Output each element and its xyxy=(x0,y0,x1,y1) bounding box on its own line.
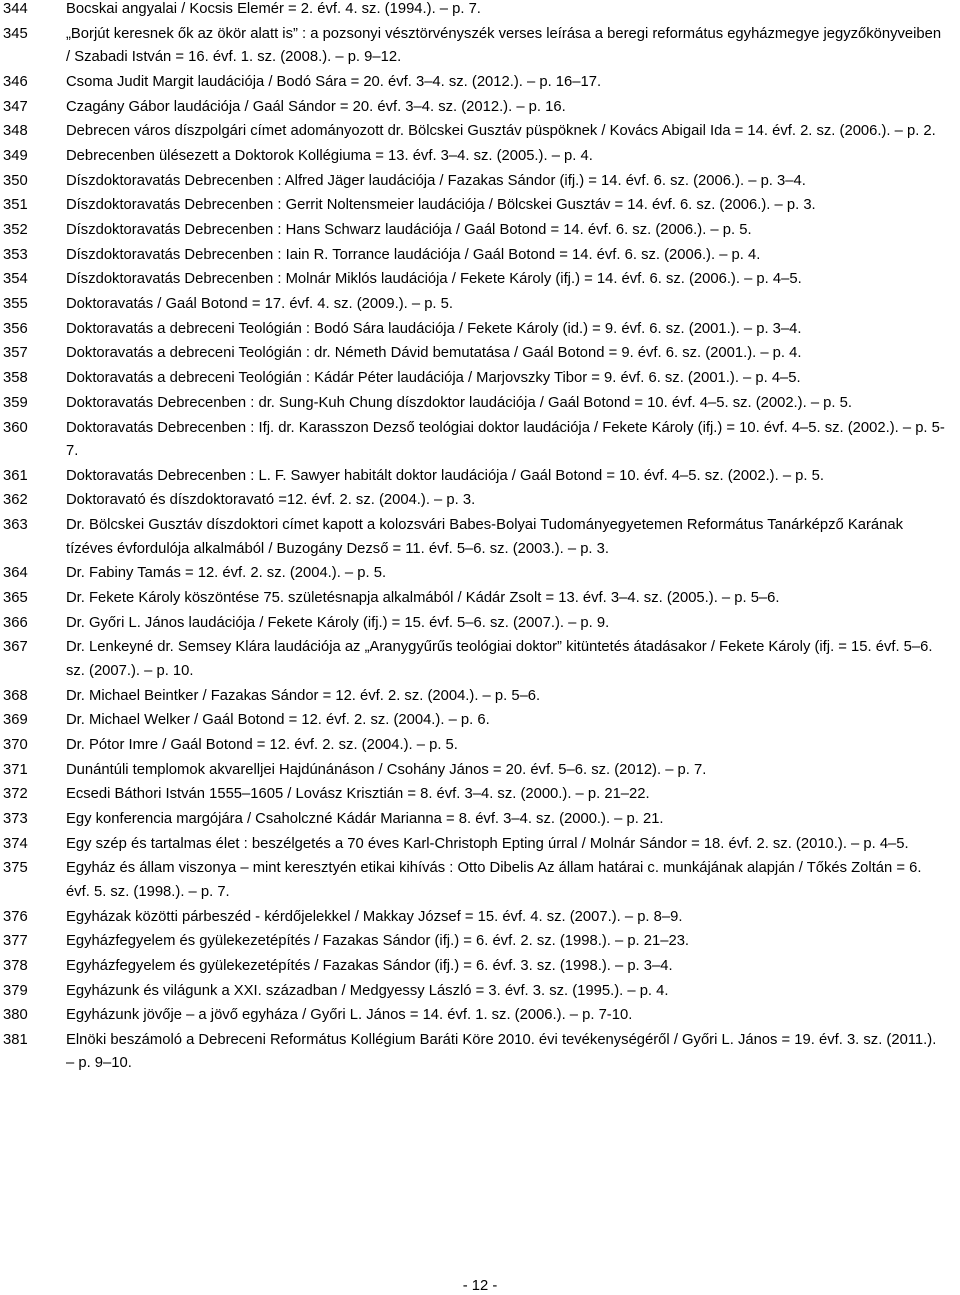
entry-number: 358 xyxy=(3,370,28,387)
entry-text: Egyház és állam viszonya – mint keresztyén etikai kihívás : Otto Dibelis Az állam határai c. munkájának alapján / Tőkés Zoltán = 6. évf. 5. sz. (1998.). – p. 7. xyxy=(66,860,922,900)
bibliography-entry xyxy=(0,489,960,513)
entry-text: Egyházfegyelem és gyülekezetépítés / Fazakas Sándor (ifj.) = 6. évf. 2. sz. (1998.). – p. 21–23. xyxy=(66,933,690,950)
bibliography-entry xyxy=(0,906,960,930)
page-number: - 12 - xyxy=(462,1278,498,1294)
bibliography-entry xyxy=(0,833,960,857)
entry-number: 370 xyxy=(3,736,28,753)
entry-number: 373 xyxy=(3,810,28,827)
entry-number: 355 xyxy=(3,296,28,313)
bibliography-entry xyxy=(0,465,960,489)
entry-number: 378 xyxy=(3,957,28,974)
entry-text: Doktoravató és díszdoktoravató =12. évf. 2. sz. (2004.). – p. 3. xyxy=(66,492,476,509)
entry-number: 357 xyxy=(3,345,28,362)
entry-text: „Borjút keresnek ők az ökör alatt is” : a pozsonyi vésztörvényszék verses leírása a beregi református egyházmegye jegyzőkönyveiben / Szabadi István = 16. évf. 1. sz. (2008.). – p. 9–12. xyxy=(66,25,942,66)
bibliography-entry xyxy=(0,1004,960,1028)
entry-text: Dr. Bölcskei Gusztáv díszdoktori címet kapott a kolozsvári Babes-Bolyai Tudományegyetemen Református Tanárképző Karának tízéves évfordulója alkalmából / Buzogány Dezső = 11. évf. 5–6. sz. (2003.). – p. 3. xyxy=(66,517,903,557)
bibliography-entry xyxy=(0,318,960,342)
entry-number: 379 xyxy=(3,982,28,999)
entry-number: 369 xyxy=(3,712,28,729)
bibliography-entry xyxy=(0,367,960,391)
entry-text: Dr. Fekete Károly köszöntése 75. születésnapja alkalmából / Kádár Zsolt = 13. évf. 3–4. sz. (2005.). – p. 5–6. xyxy=(66,589,780,606)
bibliography-entry xyxy=(0,808,960,832)
entry-number: 354 xyxy=(3,271,28,288)
entry-text: Debrecenben ülésezett a Doktorok Kollégiuma = 13. évf. 3–4. sz. (2005.). – p. 4. xyxy=(66,147,593,164)
entry-number: 350 xyxy=(3,172,28,189)
entry-text: Elnöki beszámoló a Debreceni Református Kollégium Baráti Köre 2010. évi tevékenységéről / Győri L. János = 19. évf. 3. sz. (2011.). – p. 9–10. xyxy=(66,1031,937,1072)
bibliography-entry xyxy=(0,980,960,1004)
entry-number: 353 xyxy=(3,246,28,263)
bibliography-entry xyxy=(0,170,960,194)
bibliography-entry xyxy=(0,930,960,954)
entry-text: Dr. Győri L. János laudációja / Fekete Károly (ifj.) = 15. évf. 5–6. sz. (2007.). – p. 9. xyxy=(66,614,610,631)
entry-text: Doktoravatás a debreceni Teológián : Bodó Sára laudációja / Fekete Károly (id.) = 9. évf. 6. sz. (2001.). – p. 3–4. xyxy=(66,320,802,337)
bibliography-entry xyxy=(0,23,960,70)
entry-number: 375 xyxy=(3,860,28,877)
bibliography-entry xyxy=(0,783,960,807)
entry-text: Egyházunk és világunk a XXI. században / Medgyessy László = 3. évf. 3. sz. (1995.). – p. 4. xyxy=(66,982,669,999)
entry-text: Dr. Michael Welker / Gaál Botond = 12. évf. 2. sz. (2004.). – p. 6. xyxy=(66,712,490,729)
bibliography-entry xyxy=(0,244,960,268)
entry-text: Egyházunk jövője – a jövő egyháza / Győri L. János = 14. évf. 1. sz. (2006.). – p. 7-10. xyxy=(66,1007,633,1024)
bibliography-entry xyxy=(0,268,960,292)
entry-number: 352 xyxy=(3,222,28,238)
entry-text: Dunántúli templomok akvarelljei Hajdúnánáson / Csohány János = 20. évf. 5–6. sz. (2012). – p. 7. xyxy=(66,761,707,778)
entry-text: Csoma Judit Margit laudációja / Bodó Sára = 20. évf. 3–4. sz. (2012.). – p. 16–17. xyxy=(66,73,602,90)
entry-text: Bocskai angyalai / Kocsis Elemér = 2. évf. 4. sz. (1994.). – p. 7. xyxy=(66,1,481,17)
entry-text: Dr. Fabiny Tamás = 12. évf. 2. sz. (2004.). – p. 5. xyxy=(66,565,387,582)
entry-text: Doktoravatás / Gaál Botond = 17. évf. 4. sz. (2009.). – p. 5. xyxy=(66,296,453,313)
entry-number: 348 xyxy=(3,123,28,140)
bibliography-entry xyxy=(0,392,960,416)
bibliography-entry xyxy=(0,342,960,366)
entry-text: Dr. Michael Beintker / Fazakas Sándor = 12. évf. 2. sz. (2004.). – p. 5–6. xyxy=(66,687,541,704)
entry-text: Doktoravatás a debreceni Teológián : dr. Németh Dávid bemutatása / Gaál Botond = 9. évf. 6. sz. (2001.). – p. 4. xyxy=(66,345,802,362)
entry-text: Dr. Lenkeyné dr. Semsey Klára laudációja az „Aranygyűrűs teológiai doktor” kitüntetés átadásakor / Fekete Károly (ifj. = 15. évf. 5–6. sz. (2007.). – p. 10. xyxy=(66,639,933,679)
bibliography-entry xyxy=(0,955,960,979)
entry-text: Díszdoktoravatás Debrecenben : Gerrit Noltensmeier laudációja / Bölcskei Gusztáv = 14. évf. 6. sz. (2006.). – p. 3. xyxy=(66,197,816,214)
entry-number: 381 xyxy=(3,1031,28,1048)
entry-number: 363 xyxy=(3,517,28,534)
entry-number: 344 xyxy=(3,1,28,17)
bibliography-entry xyxy=(0,514,960,561)
entry-text: Egy szép és tartalmas élet : beszélgetés a 70 éves Karl-Christoph Epting úrral / Molnár Sándor = 18. évf. 2. sz. (2010.). – p. 4–5. xyxy=(66,835,909,852)
bibliography-entry xyxy=(0,562,960,586)
entry-number: 366 xyxy=(3,614,28,631)
entry-text: Egyházfegyelem és gyülekezetépítés / Fazakas Sándor (ifj.) = 6. évf. 3. sz. (1998.). – p. 3–4. xyxy=(66,957,673,974)
entry-number: 367 xyxy=(3,639,28,656)
bibliography-entry xyxy=(0,685,960,709)
bibliography-entry xyxy=(0,759,960,783)
entry-number: 359 xyxy=(3,394,28,411)
entry-text: Debrecen város díszpolgári címet adományozott dr. Bölcskei Gusztáv püspöknek / Kovács Abigail Ida = 14. évf. 2. sz. (2006.). – p. 2. xyxy=(66,123,936,140)
entry-text: Doktoravatás Debrecenben : L. F. Sawyer habitált doktor laudációja / Gaál Botond = 10. évf. 4–5. sz. (2002.). – p. 5. xyxy=(66,467,824,484)
bibliography-entry xyxy=(0,636,960,683)
bibliography-entry xyxy=(0,145,960,169)
bibliography-entry xyxy=(0,96,960,120)
bibliography-entry xyxy=(0,709,960,733)
bibliography-entry xyxy=(0,612,960,636)
entry-text: Ecsedi Báthori István 1555–1605 / Lovász Krisztián = 8. évf. 3–4. sz. (2000.). – p. 21–22. xyxy=(66,786,650,803)
entry-number: 361 xyxy=(3,467,28,484)
bibliography-entry xyxy=(0,1029,960,1076)
entry-text: Doktoravatás a debreceni Teológián : Kádár Péter laudációja / Marjovszky Tibor = 9. évf. 6. sz. (2001.). – p. 4–5. xyxy=(66,370,801,387)
entry-number: 374 xyxy=(3,835,28,852)
entry-text: Egy konferencia margójára / Csaholczné Kádár Marianna = 8. évf. 3–4. sz. (2000.). – p. 21. xyxy=(66,810,664,827)
bibliography-entry xyxy=(0,417,960,464)
entry-number: 364 xyxy=(3,565,28,582)
entry-number: 347 xyxy=(3,98,28,115)
bibliography-entry xyxy=(0,293,960,317)
entry-number: 377 xyxy=(3,933,28,950)
bibliography-entry xyxy=(0,194,960,218)
entry-number: 372 xyxy=(3,786,28,803)
entry-number: 346 xyxy=(3,73,28,90)
entry-text: Doktoravatás Debrecenben : Ifj. dr. Karasszon Dezső teológiai doktor laudációja / Fekete Károly (ifj.) = 10. évf. 4–5. sz. (2002.). – p. 5-7. xyxy=(66,419,945,459)
entry-number: 376 xyxy=(3,908,28,925)
entry-number: 380 xyxy=(3,1007,28,1024)
entry-text: Dr. Pótor Imre / Gaál Botond = 12. évf. 2. sz. (2004.). – p. 5. xyxy=(66,736,458,753)
entry-number: 345 xyxy=(3,25,28,42)
bibliography-entry xyxy=(0,219,960,243)
bibliography-entry xyxy=(0,857,960,904)
entry-number: 349 xyxy=(3,147,28,164)
entry-text: Egyházak közötti párbeszéd - kérdőjelekkel / Makkay József = 15. évf. 4. sz. (2007.). – p. 8–9. xyxy=(66,908,683,925)
entry-number: 365 xyxy=(3,589,28,606)
entry-number: 351 xyxy=(3,197,28,214)
entry-text: Díszdoktoravatás Debrecenben : Alfred Jäger laudációja / Fazakas Sándor (ifj.) = 14. évf. 6. sz. (2006.). – p. 3–4. xyxy=(66,172,806,189)
entry-text: Doktoravatás Debrecenben : dr. Sung-Kuh Chung díszdoktor laudációja / Gaál Botond = 10. évf. 4–5. sz. (2002.). – p. 5. xyxy=(66,394,852,411)
bibliography-entry xyxy=(0,120,960,144)
entry-text: Czagány Gábor laudációja / Gaál Sándor = 20. évf. 3–4. sz. (2012.). – p. 16. xyxy=(66,98,566,115)
bibliography-entry xyxy=(0,734,960,758)
bibliography-entry xyxy=(0,587,960,611)
entry-number: 371 xyxy=(3,761,28,778)
entry-number: 362 xyxy=(3,492,28,509)
entry-text: Díszdoktoravatás Debrecenben : Iain R. Torrance laudációja / Gaál Botond = 14. évf. 6. sz. (2006.). – p. 4. xyxy=(66,246,761,263)
entry-text: Díszdoktoravatás Debrecenben : Molnár Miklós laudációja / Fekete Károly (ifj.) = 14. évf. 6. sz. (2006.). – p. 4–5. xyxy=(66,271,802,288)
entry-number: 368 xyxy=(3,687,28,704)
entry-text: Díszdoktoravatás Debrecenben : Hans Schwarz laudációja / Gaál Botond = 14. évf. 6. sz. (2006.). – p. 5. xyxy=(66,222,752,238)
bibliography-entry xyxy=(0,0,960,22)
bibliography-entry xyxy=(0,71,960,95)
entry-number: 356 xyxy=(3,320,28,337)
entry-number: 360 xyxy=(3,419,28,436)
